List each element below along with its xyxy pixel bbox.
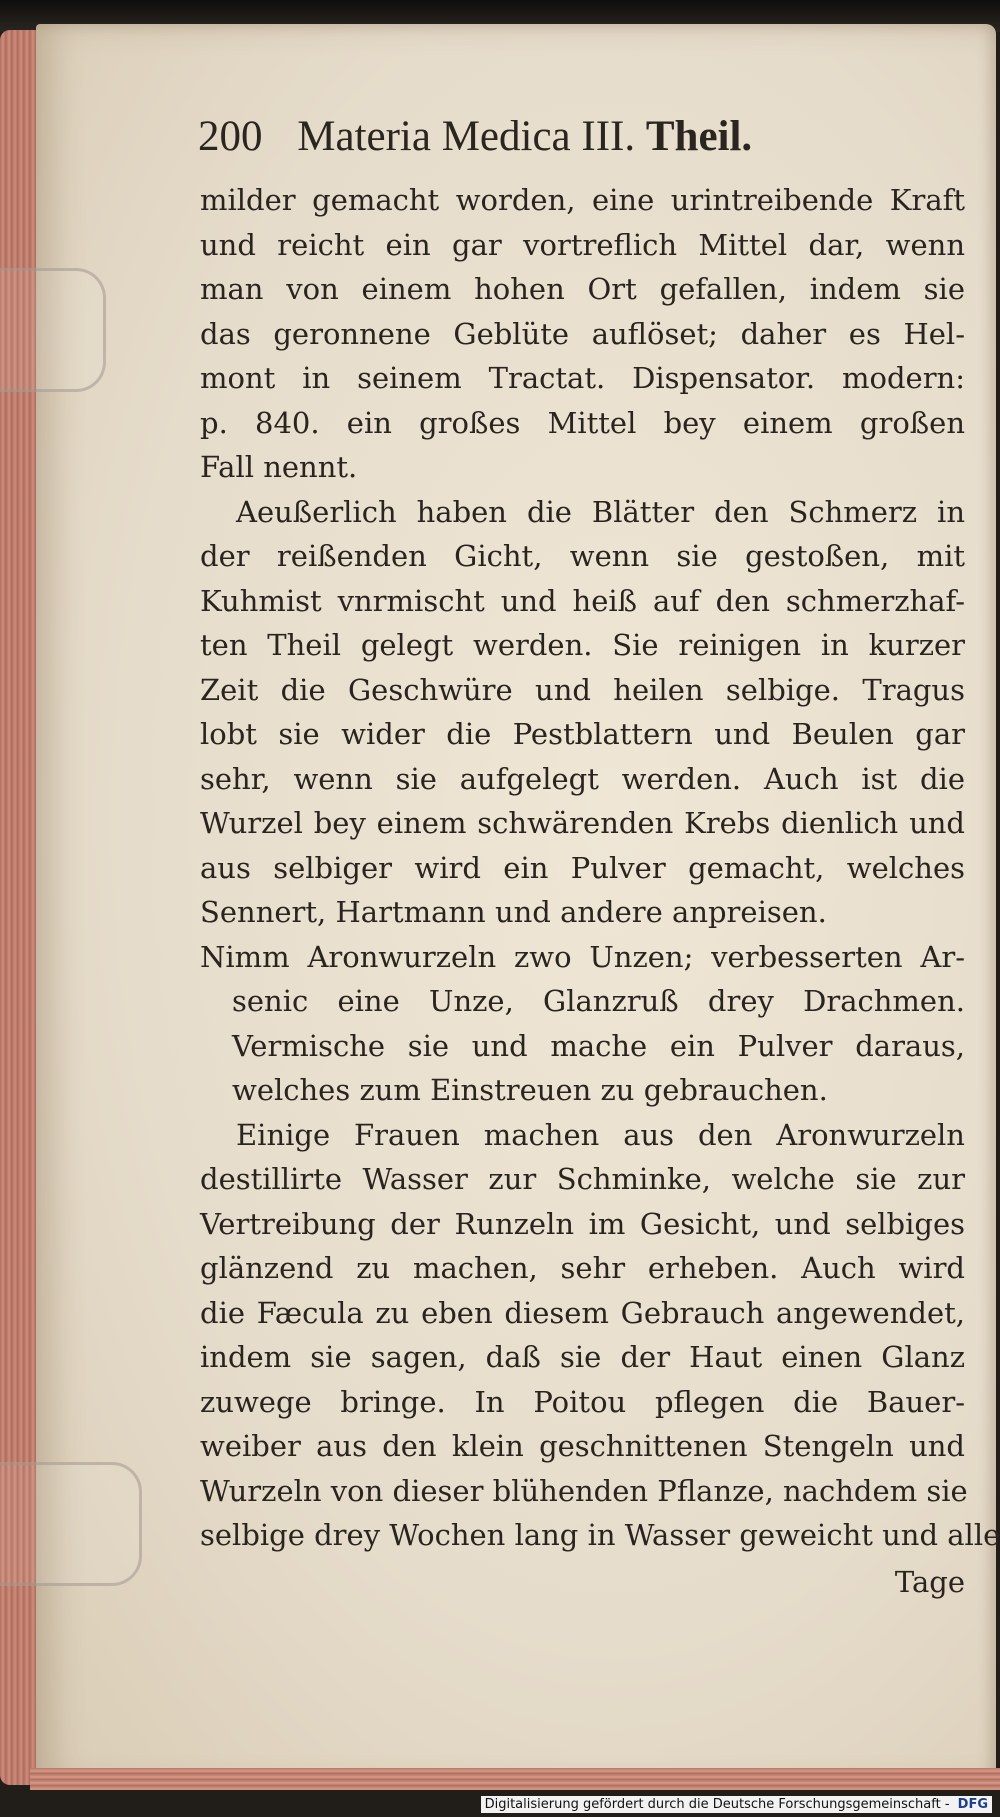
- recipe-line: Nimm Aronwurzeln zwo Unzen; verbesserten Ar-: [200, 939, 965, 974]
- text-line: lobt sie wider die Pestblattern und Beulen gar: [200, 717, 965, 751]
- page-clip-bottom: [0, 1462, 142, 1586]
- text-line: Sennert, Hartmann und andere anpreisen.: [200, 895, 827, 929]
- text-line: das geronnene Geblüte auflöset; daher es Hel-: [200, 316, 965, 351]
- text-line: indem sie sagen, daß sie der Haut einen Glanz: [200, 1340, 965, 1374]
- text-line: selbige drey Wochen lang in Wasser geweicht und alle: [200, 1518, 1000, 1552]
- text-line: zuwege bringe. In Poitou pflegen die Bauer-: [200, 1384, 965, 1419]
- text-line: und reicht ein gar vortreflich Mittel dar, wenn: [200, 227, 965, 262]
- credit-text: Digitalisierung gefördert durch die Deutsche Forschungsgemeinschaft -: [484, 1797, 950, 1812]
- text-line: weiber aus den klein geschnittenen Stengeln und: [200, 1429, 965, 1463]
- text-line: milder gemacht worden, eine urintreibende Kraft: [200, 183, 965, 217]
- body-text: [200, 178, 1000, 1604]
- text-line: man von einem hohen Ort gefallen, indem sie: [200, 272, 965, 306]
- text-line: aus selbiger wird ein Pulver gemacht, welches: [200, 850, 965, 885]
- text-line: p. 840. ein großes Mittel bey einem großen: [200, 405, 965, 440]
- text-line: Vertreibung der Runzeln im Gesicht, und selbiges: [200, 1206, 965, 1241]
- text-line: der reißenden Gicht, wenn sie gestoßen, mit: [200, 539, 965, 573]
- digitization-credit: [481, 1796, 992, 1813]
- book-page-edges-bottom: [30, 1768, 1000, 1790]
- running-title: Materia Medica III.: [297, 113, 636, 160]
- running-title-part: Theil.: [645, 113, 753, 160]
- page-clip-top: [0, 268, 106, 392]
- recipe-line: welches zum Einstreuen zu gebrauchen.: [232, 1073, 828, 1107]
- text-line: Fall nennt.: [200, 450, 358, 484]
- text-line: Einige Frauen machen aus den Aronwurzeln: [236, 1117, 965, 1152]
- text-line: ten Theil gelegt werden. Sie reinigen in kurzer: [200, 628, 965, 662]
- text-line: Kuhmist vnrmischt und heiß auf den schmerzhaf-: [200, 583, 965, 618]
- catchword: Tage: [894, 1564, 965, 1599]
- text-line: Aeußerlich haben die Blätter den Schmerz in: [236, 494, 965, 529]
- text-line: Wurzeln von dieser blühenden Pflanze, nachdem sie: [200, 1473, 968, 1508]
- running-header: [198, 112, 752, 161]
- text-line: Zeit die Geschwüre und heilen selbige. Tragus: [200, 672, 965, 707]
- recipe-line: senic eine Unze, Glanzruß drey Drachmen.: [232, 984, 965, 1018]
- text-line: sehr, wenn sie aufgelegt werden. Auch ist die: [200, 761, 965, 796]
- text-line: Wurzel bey einem schwärenden Krebs dienlich und: [200, 806, 965, 840]
- recipe-line: Vermische sie und mache ein Pulver daraus,: [232, 1028, 965, 1063]
- text-line: mont in seinem Tractat. Dispensator. modern:: [200, 361, 965, 395]
- text-line: die Fæcula zu eben diesem Gebrauch angewendet,: [200, 1295, 965, 1330]
- text-line: glänzend zu machen, sehr erheben. Auch wird: [200, 1251, 965, 1285]
- page-number: 200: [198, 113, 263, 160]
- text-line: destillirte Wasser zur Schminke, welche sie zur: [200, 1162, 965, 1196]
- dfg-logo: DFG: [957, 1797, 988, 1812]
